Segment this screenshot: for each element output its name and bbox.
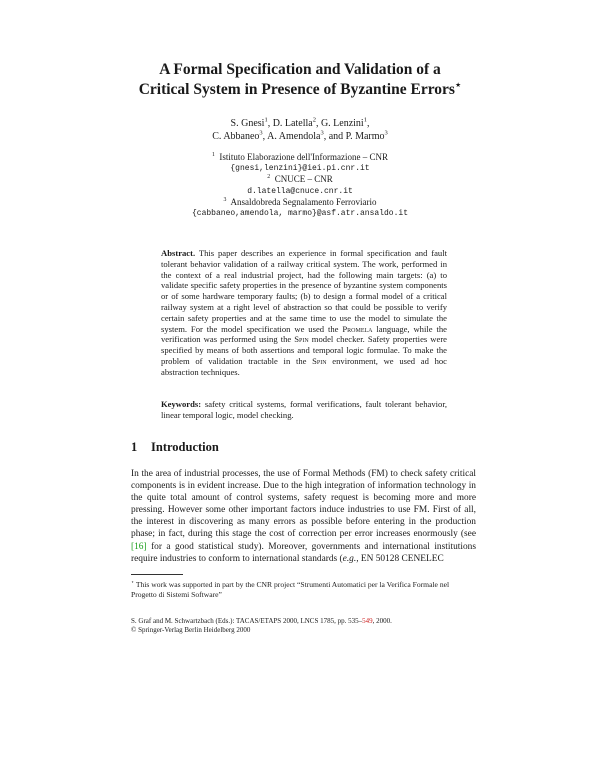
title-line-2 [60,80,540,100]
author-name: C. Abbaneo [212,131,260,142]
intro-text-1: In the area of industrial processes, the use of Formal Methods (FM) to check safety critical components is in evident increase. Due to the high integration of information technology in the quite total amount of control systems, safety request is becoming more and more pressing. However some other important factors induce industries to use FM. First of all, the interest in discovering as many errors as possible before entering in the production phase; in fact, during this stage the cost of correction per error increases enormously (see [131,469,476,540]
copyright-line: © Springer-Verlag Berlin Heidelberg 2000 [131,626,251,634]
intro-text-2: for a good statistical study). Moreover, governments and international institutions require industries to conform to international standards ( [131,541,476,564]
abstract-text-b: language, while the verification was performed using the [161,323,447,345]
affiliation-email[interactable]: {cabbaneo,amendola, marmo}@asf.atr.ansaldo.it [191,209,409,219]
footnote [131,580,476,599]
abstract-text-c: model checker. Safety properties were specified by means of both assertions and temporal logic formulae. To make the problem of validation tractable in the [161,334,447,366]
affiliation-name: CNUCE – CNR [274,174,333,185]
abstract-text-a: This paper describes an experience in formal specification and fault tolerant behavior validation of a railway critical system. The work, performed in the context of a real industrial project, had the following main targets: (a) to validate specific safety properties in the presence of byzantine system components or of some hardware temporary faults; (b) to design a formal model of a critical railway system at a right level of abstraction so that could be possible to verify certain safety properties and at the same time to use the model to simulate the system. For the model specification we used the [161,248,447,334]
affil-mark: 1 [264,116,268,124]
footnote-rule [131,574,183,575]
affiliation-1 [60,152,540,163]
affil-mark: 3 [384,129,388,137]
affil-mark: 2 [312,116,316,124]
publication-text: S. Graf and M. Schwartzbach (Eds.): TACAS/ETAPS 2000, LNCS 1785, pp. 535– [131,617,363,625]
citation-link[interactable]: [16] [131,541,147,552]
intro-paragraph [131,468,476,565]
title-line-2-text: Critical System in Presence of Byzantine Errors [138,81,455,98]
abstract [161,248,447,378]
affil-mark: 1 [363,116,367,124]
author-list [60,117,540,143]
intro-eg: e.g., [342,553,359,564]
author-line-1: S. Gnesi$^1$, D. Latella$^2$, G. Lenzini$^1$, [230,116,370,129]
publication-text-end: , 2000. [372,617,392,625]
abstract-label: Abstract. [161,248,196,258]
publication-info [131,617,476,635]
affiliation-number: 1 [212,152,215,158]
affiliation-number: 2 [267,174,271,181]
author-name: G. Lenzini [320,118,364,129]
spin-term: Spin [294,334,309,345]
title-footnote-mark[interactable]: ⋆ [454,79,462,91]
keywords-text: safety critical systems, formal verifications, fault tolerant behavior, linear temporal logic, model checking. [161,399,447,420]
affiliation-email[interactable]: {gnesi,lenzini}@iei.pi.cnr.it [230,164,370,174]
affiliation-2 [60,174,540,185]
author-line-2: C. Abbaneo$^3$, A. Amendola$^3$, and P. Marmo$^3$ [212,129,388,142]
affiliation-name: Istituto Elaborazione dell'Informazione – CNR [219,152,388,162]
publication-line-1 [131,617,476,626]
footnote-mark: ⋆ [131,580,135,586]
abstract-text-d: environment, we used ad hoc abstraction techniques. [161,355,447,377]
affiliation-name: Ansaldobreda Segnalamento Ferroviario [230,196,377,207]
affiliations [60,152,540,219]
affil-mark: 3 [259,129,263,137]
affil-mark: 3 [320,129,324,137]
promela-term: Promela [342,323,373,334]
section-heading [131,440,219,455]
keywords-label: Keywords: [161,399,202,409]
affiliation-number: 3 [223,196,227,203]
last-page-link[interactable]: 549 [362,617,373,625]
author-name: and P. Marmo [328,131,385,142]
intro-text-3: EN 50128 CENELEC [358,553,444,564]
title-line-1: A Formal Specification and Validation of a [159,61,441,78]
section-title: Introduction [151,440,219,454]
author-name: D. Latella [272,118,313,129]
footnote-text: This work was supported in part by the CNR project “Strumenti Automatici per la Verifica Formale nel Progetto di Sistemi Software” [131,580,450,599]
keywords [161,399,447,421]
section-number: 1 [131,440,138,454]
affiliation-email[interactable]: d.latella@cnuce.cnr.it [247,186,353,196]
paper-title [60,60,540,100]
spin-term: Spin [312,355,327,366]
author-name: A. Amendola [267,131,321,142]
author-name: S. Gnesi [230,118,265,129]
affiliation-3 [60,197,540,208]
